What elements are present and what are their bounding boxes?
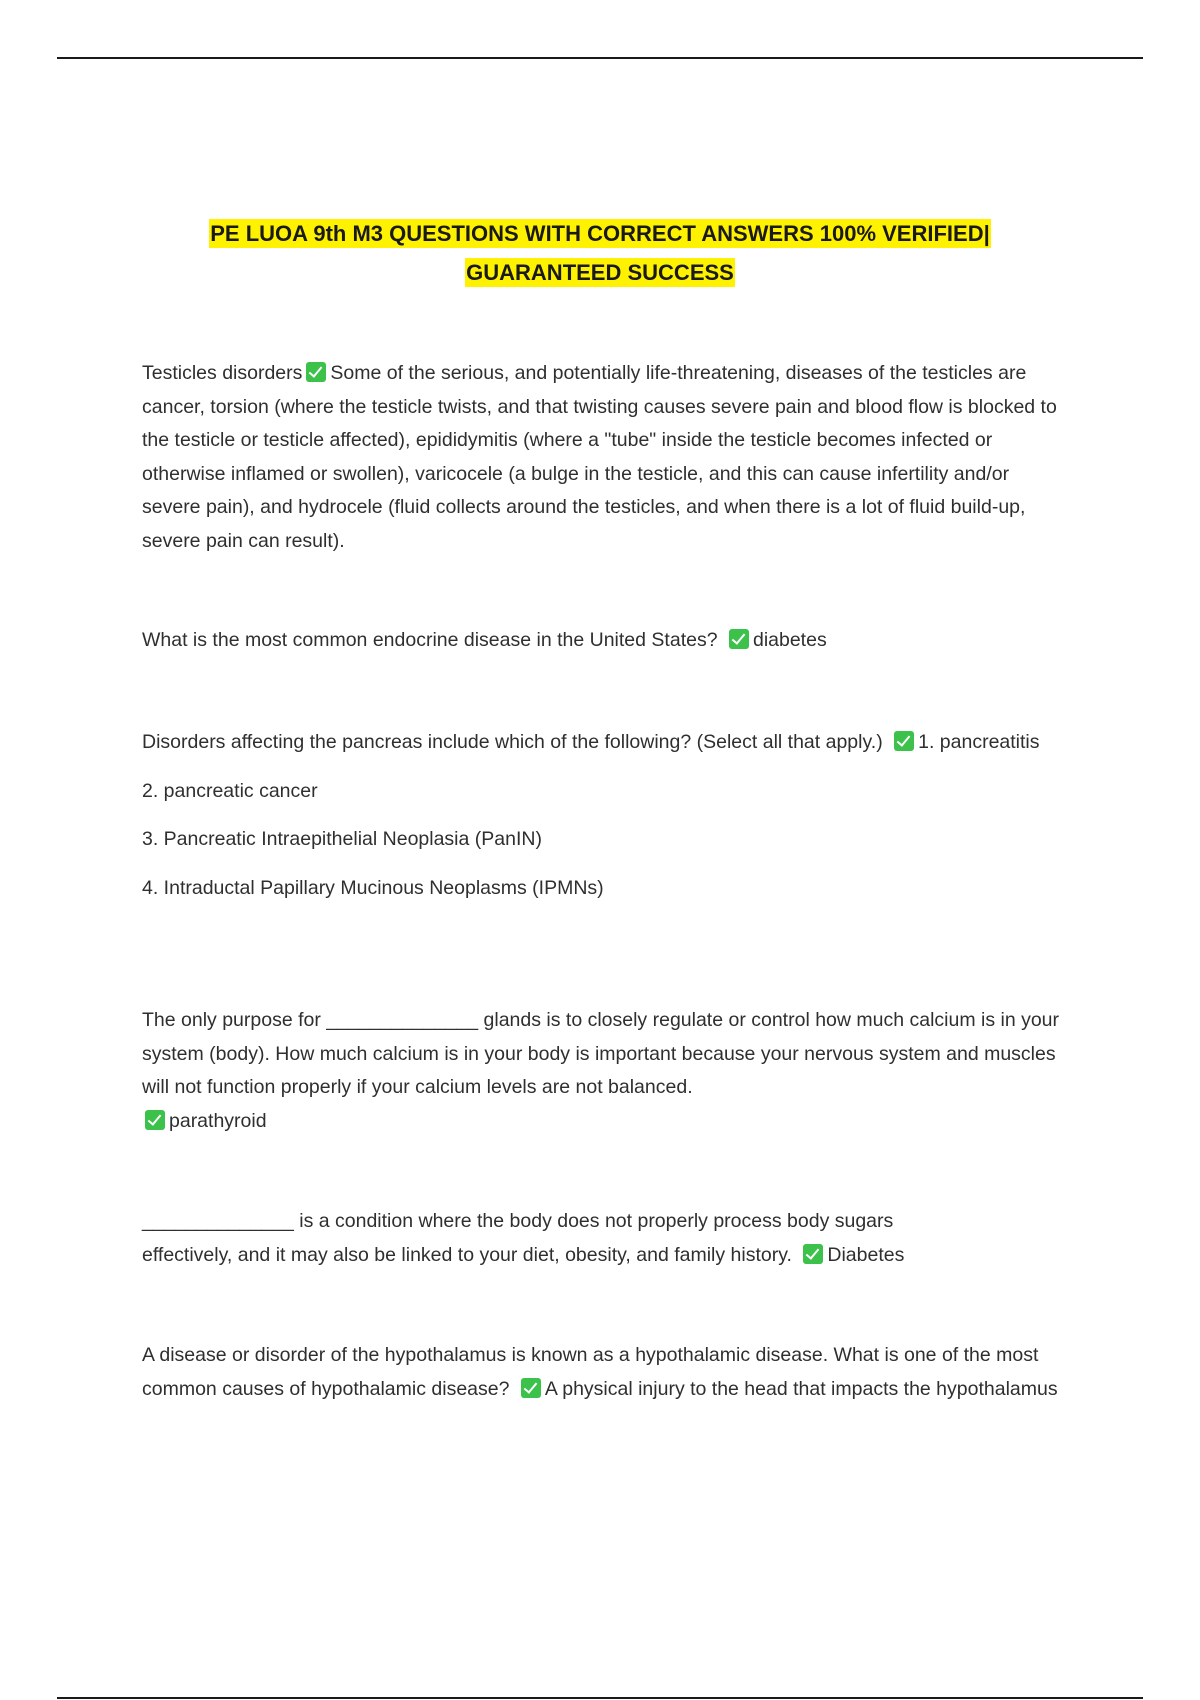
qa-question-line: ______________ is a condition where the body does not properly process body sugars bbox=[142, 1210, 894, 1232]
qa-paragraph bbox=[142, 1239, 1072, 1273]
answer-text: parathyroid bbox=[169, 1109, 267, 1132]
checkmark-icon bbox=[894, 731, 914, 751]
question-text: Testicles disorders bbox=[142, 362, 303, 384]
top-rule bbox=[57, 57, 1143, 59]
qa-paragraph bbox=[142, 1339, 1072, 1406]
bottom-rule bbox=[57, 1697, 1143, 1699]
qa-paragraph bbox=[142, 1004, 1072, 1138]
checkmark-icon bbox=[803, 1244, 823, 1264]
answer-text: A physical injury to the head that impacts the hypothalamus bbox=[544, 1377, 1058, 1400]
checkmark-icon bbox=[729, 629, 749, 649]
question-text: What is the most common endocrine disease in the United States? bbox=[142, 629, 718, 651]
document-title bbox=[100, 214, 1100, 292]
answer-item: 4. Intraductal Papillary Mucinous Neoplasms (IPMNs) bbox=[142, 876, 604, 899]
title-line-2: GUARANTEED SUCCESS bbox=[466, 260, 734, 285]
checkmark-icon bbox=[521, 1378, 541, 1398]
qa-entry-endocrine bbox=[142, 624, 1072, 658]
answer-text: Some of the serious, and potentially life-threatening, diseases of the testicles are cancer, torsion (where the testicle twists, and that twisting causes severe pain and blood flow is blocked to the testicle or testicle affected), epididymitis (where a "tube" inside the testicle becomes infected or otherwise inflamed or swollen), varicocele (a bulge in the testicle, and this can cause infertility and/or severe pain), and hydrocele (fluid collects around the testicles, and when there is a lot of fluid build-up, severe pain can result). bbox=[142, 362, 1057, 552]
question-text: A disease or disorder of the hypothalamus is known as a hypothalamic disease. What is one of the most common causes of hypothalamic disease? bbox=[142, 1344, 1039, 1400]
answer-text: Diabetes bbox=[827, 1243, 905, 1266]
title-line-1: PE LUOA 9th M3 QUESTIONS WITH CORRECT ANSWERS 100% VERIFIED| bbox=[210, 221, 990, 246]
answer-text: diabetes bbox=[752, 629, 827, 651]
qa-entry-testicles bbox=[142, 357, 1072, 558]
checkmark-icon bbox=[306, 362, 326, 382]
qa-paragraph bbox=[142, 624, 1072, 658]
qa-paragraph bbox=[142, 726, 1072, 760]
qa-paragraph bbox=[142, 357, 1072, 558]
qa-entry-hypothalamus bbox=[142, 1339, 1072, 1406]
qa-entry-diabetes bbox=[142, 1205, 1072, 1272]
qa-entry-parathyroid bbox=[142, 1004, 1072, 1138]
qa-entry-pancreas bbox=[142, 726, 1072, 905]
question-text: The only purpose for ______________ glands is to closely regulate or control how much calcium is in your system (body). How much calcium is in your body is important because your nervous system and muscles will not function properly if your calcium levels are not balanced. bbox=[142, 1009, 1060, 1098]
answer-item: 3. Pancreatic Intraepithelial Neoplasia (PanIN) bbox=[142, 828, 542, 850]
checkmark-icon bbox=[145, 1110, 165, 1130]
question-text: effectively, and it may also be linked to your diet, obesity, and family history. bbox=[142, 1243, 792, 1266]
answer-item: 1. pancreatitis bbox=[918, 731, 1040, 753]
answer-item: 2. pancreatic cancer bbox=[142, 779, 318, 802]
question-text: Disorders affecting the pancreas include which of the following? (Select all that apply.) bbox=[142, 731, 883, 753]
